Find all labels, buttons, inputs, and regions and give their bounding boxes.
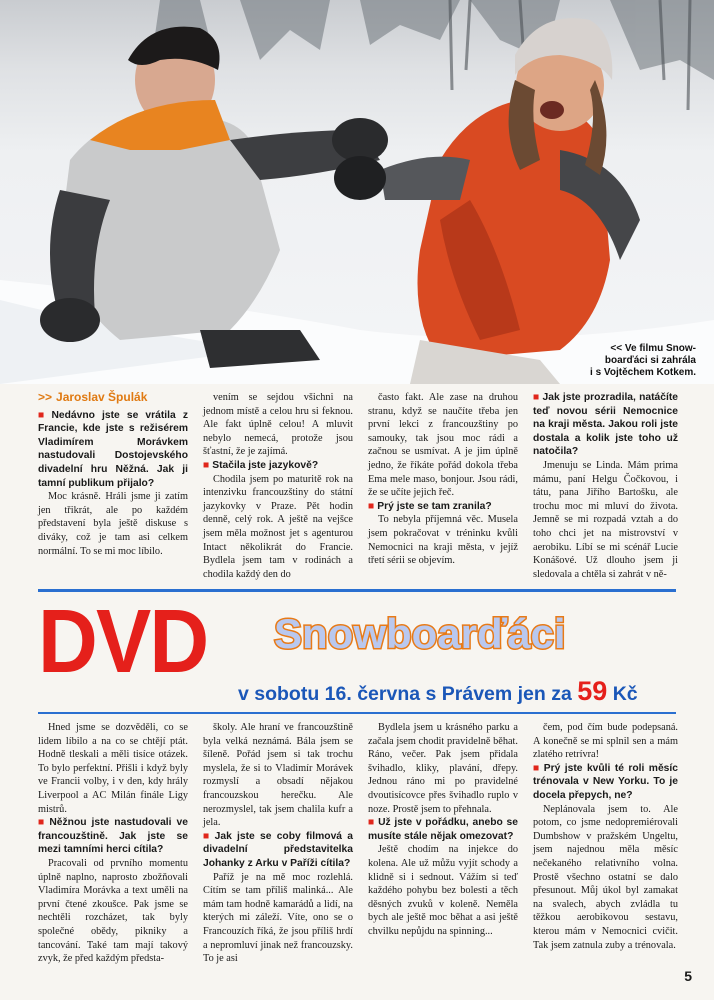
interview-paragraph <box>203 391 353 459</box>
top-column-3 <box>368 391 518 568</box>
question-bullet-icon: ■ <box>203 830 212 842</box>
bottom-column-4 <box>533 721 678 952</box>
paragraph-text: často fakt. Ale zase na druhou stranu, když se naučíte třeba jen první lekci z francouzštiny po samouky, tak jsou moc rádi a začnou se usmívat. A je jim úplně jedno, že říkáte pořád dokola třeba Ema mele maso, bonjour. Jsou rádi, že se učíte jejich řeč. <box>368 392 518 499</box>
interview-paragraph <box>203 473 353 582</box>
interview-question <box>203 459 353 473</box>
author-byline: >> Jaroslav Špulák <box>38 390 148 404</box>
promo-line <box>238 676 638 707</box>
paragraph-text: Prý jste se tam zranila? <box>377 500 492 512</box>
interview-question <box>368 500 518 514</box>
paragraph-text: Bydlela jsem u krásného parku a začala jsem chodit pravidelně běhat. Ráno, večer. Pak jsem přidala švihadlo, kliky, plavání, dřepy. Jednou ráno mi po pravidelné dvoutisícovce přes švihadlo ruplo v noze. Prostě jsem to přehnala. <box>368 722 518 815</box>
paragraph-text: Jmenuju se Linda. Mám prima mámu, paní Helgu Čočkovou, i tátu, pana Jiřího Bartošku, ale trochu moc mi mluví do života. Jemně se mi rozpadá vztah a do toho chci jet na mistrovství v aerobiku. Líbí se mi scénář Lucie Konášové. Už dlouho jsem ji sledovala a chtěla si zahrát v ně- <box>533 459 678 580</box>
question-bullet-icon: ■ <box>368 817 376 829</box>
interview-paragraph <box>38 490 188 558</box>
paragraph-text: Jak jste se coby filmová a divadelní představitelka Johanky z Arku v Paříži cítila? <box>203 830 353 869</box>
paragraph-text: Chodila jsem po maturitě rok na intenzivku francouzštiny do státní jazykovky v Praze. Pět hodin denně, celý rok. A ještě na vejšce jsem měla možnost jet s agenturou Intact několikrát do Francie. Bydlela jsem tam v rodinách a chodila každý den do <box>203 473 353 580</box>
paragraph-text: vením se sejdou všichni na jednom místě a celou hru si feknou. Ale fakt úplně celou! A mluvit nebylo nemecá, protože jsou šťastní, že je zajímá. <box>203 392 353 458</box>
banner-bottom-rule <box>38 712 676 714</box>
interview-paragraph <box>38 857 188 966</box>
paragraph-text: Prý jste kvůli té roli měsíc trénovala v New Yorku. To je docela přepych, ne? <box>533 762 678 801</box>
page-number: 5 <box>684 968 692 984</box>
promo-currency: Kč <box>612 683 638 705</box>
question-bullet-icon: ■ <box>533 392 540 403</box>
interview-paragraph <box>368 513 518 567</box>
paragraph-text: Paříž je na mě moc rozlehlá. Cítím se tam příliš malinká... Ale mám tam hodně kamarádů a lidí, na kterých mi záleží. Víte, ono se o Francouzích říká, že jsou příliš hrdí a nepromluví jinak než francouzsky. To je asi <box>203 871 353 965</box>
paragraph-text: Ještě chodím na injekce do kolena. Ale už můžu vyjít schody a klidně si i sednout. Vážím si teď každého pohybu bez bolesti a těch děsných zvuků v koleně. Neměla bych ale ještě moc běhat a asi ještě chvilku nepůjdu na spinning... <box>368 844 518 937</box>
paragraph-text: Něžnou jste nastudovali ve francouzštině. Jak jste se mezi tamními herci cítila? <box>38 817 188 856</box>
paragraph-text: Pracovali od prvního momentu úplně naplno, naprosto zbožňovali Vladimíra Morávka a text uměli na první čtené zkoušce. Pak jsme se nechtěli rozcházet, tak byly společné obědy, pikniky a tancování. Také tam mají takový zvyk, že před každým předsta- <box>38 857 188 965</box>
woman-figure <box>334 18 640 384</box>
interview-paragraph <box>368 391 518 500</box>
snow-scene-illustration <box>0 0 714 384</box>
paragraph-text: Hned jsme se dozvěděli, co se lidem líbilo a na co se chtějí ptát. Hodně tleskali a měli tisíce otázek. To bylo perfektní. Přišli i když byly ve Francii volby, i v den, kdy hrály Liverpool a AC Milán finále Ligy mistrů. <box>38 722 188 815</box>
bottom-column-3 <box>368 721 518 939</box>
caption-line: boarďáci si zahrála <box>604 355 696 366</box>
interview-question <box>203 830 353 871</box>
interview-paragraph <box>368 843 518 938</box>
caption-line: i s Vojtěchem Kotkem. <box>590 367 696 378</box>
author-name: Jaroslav Špulák <box>56 390 148 404</box>
paragraph-text: Moc krásně. Hráli jsme ji zatím jen třikrát, ale po každém představení byla ještě diskuse s diváky, což je tam asi celkem normální. To se mi moc líbilo. <box>38 491 188 557</box>
paragraph-text: školy. Ale hraní ve francouzštině byla velká neznámá. Bála jsem se šíleně. Pořád jsem si tak trochu myslela, že si to Vladimír Morávek rozmyslí a obsadí nějakou francouzskou herečku. Ale nerozmyslel, tak jsem chalila kufr a jela. <box>203 722 353 829</box>
question-bullet-icon: ■ <box>38 817 47 829</box>
question-bullet-icon: ■ <box>368 500 375 512</box>
interview-question <box>38 816 188 857</box>
paragraph-text: Stačila jste jazykově? <box>212 459 319 471</box>
interview-question <box>533 391 678 459</box>
interview-question <box>533 762 678 803</box>
top-column-1 <box>38 391 188 558</box>
interview-paragraph <box>203 871 353 966</box>
interview-paragraph <box>368 721 518 816</box>
bottom-column-2 <box>203 721 353 966</box>
interview-paragraph <box>533 721 678 762</box>
interview-question <box>38 409 188 491</box>
top-column-4 <box>533 391 678 581</box>
question-bullet-icon: ■ <box>38 409 49 421</box>
interview-paragraph <box>38 721 188 816</box>
film-title-logo <box>268 602 672 664</box>
photo-caption <box>576 343 696 379</box>
interview-question <box>368 816 518 843</box>
interview-paragraph <box>533 803 678 953</box>
top-column-2 <box>203 391 353 581</box>
man-figure <box>40 27 388 368</box>
paragraph-text: Už jste v pořádku, anebo se musíte stále nějak omezovat? <box>368 817 518 842</box>
caption-line: << Ve filmu Snow- <box>610 343 696 354</box>
film-title: Snowboarďáci <box>274 610 566 657</box>
paragraph-text: Neplánovala jsem to. Ale potom, co jsme nedopremiérovali Dumbshow v pražském Ungeltu, jsem najednou měla měsíc nečekaného relativního volna. Prostě všechno ostatní se dalo přesunout. Můj úkol byl zamakat na svalech, abych zvládla tu těžkou aerobikovou sestavu, kterou mám v Nemocnici cvičit. Tak jsem zatnula zuby a trénovala. <box>533 803 678 951</box>
interview-paragraph <box>533 459 678 581</box>
dvd-heading: DVD <box>38 592 208 692</box>
paragraph-text: čem, pod čím bude podepsaná. A konečně se mi splnil sen a mám zlatého retrívra! <box>533 722 678 761</box>
question-bullet-icon: ■ <box>203 459 210 471</box>
paragraph-text: Nedávno jste se vrátila z Francie, kde jste s režisérem Vladimírem Morávkem nastudovali Dostojevského divadelní hru Něžná. Jak ji tamní publikum přijalo? <box>38 409 188 489</box>
question-bullet-icon: ■ <box>533 762 541 774</box>
hero-photo <box>0 0 714 384</box>
paragraph-text: Jak jste prozradila, natáčíte teď novou sérii Nemocnice na kraji města. Jakou roli jste dostala a kolik jste toho už natočila? <box>533 392 678 458</box>
bottom-column-1 <box>38 721 188 966</box>
interview-paragraph <box>203 721 353 830</box>
paragraph-text: To nebyla příjemná věc. Musela jsem pokračovat v tréninku kvůli Nemocnici na kraji města, v jejíž třetí sérii se objevím. <box>368 514 518 567</box>
promo-price: 59 <box>577 676 608 706</box>
promo-text: v sobotu 16. června s Právem jen za <box>238 683 572 705</box>
